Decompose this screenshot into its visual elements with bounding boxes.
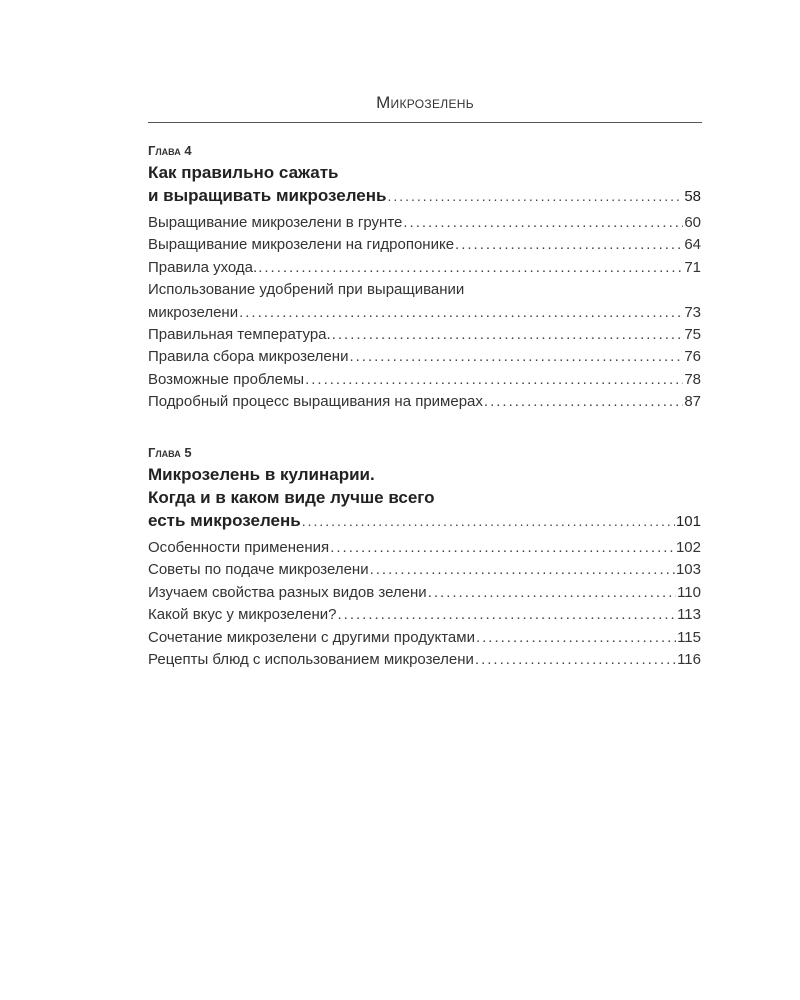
entry-title: Советы по подаче микрозелени [148,561,369,579]
chapter-label: Глава 5 [148,445,192,460]
toc-entries [148,212,701,414]
dot-leader [258,257,683,279]
dot-leader [403,212,683,234]
chapter-title-line: Микрозелень в кулинарии. [148,465,375,484]
dot-leader [387,185,683,208]
page-number: 102 [675,539,701,556]
toc-entry[interactable] [148,537,701,559]
chapter-5 [148,443,701,671]
dot-leader [428,582,676,604]
dot-leader [330,537,675,559]
dot-leader [476,627,676,649]
toc-entry[interactable] [148,649,701,671]
page-number: 73 [684,303,701,321]
page-number: 113 [677,606,701,624]
toc-entries [148,537,701,671]
toc-entry[interactable] [148,369,701,391]
toc-entry[interactable] [148,604,701,626]
dot-leader [239,302,683,324]
chapter-title-line: есть микрозелень [148,511,301,530]
page-number: 116 [677,651,701,669]
page-number: 115 [677,628,701,646]
header-rule [148,122,702,123]
dot-leader [475,649,676,671]
toc-entry[interactable] [148,212,701,234]
toc-entry[interactable] [148,324,701,346]
toc-entry[interactable] [148,627,701,649]
entry-title: Правила сбора микрозелени [148,348,349,366]
entry-title: Рецепты блюд с использованием микрозелени [148,651,474,669]
page-number: 64 [684,236,701,254]
dot-leader [305,369,683,391]
dot-leader [455,234,683,256]
page-number: 60 [684,214,701,231]
chapter-title-line: Когда и в каком виде лучше всего [148,488,435,507]
toc-entry[interactable] [148,391,701,413]
dot-leader [302,510,675,533]
page-number: 110 [677,583,701,601]
toc-entry[interactable] [148,279,701,324]
page-number: 76 [684,348,701,366]
entry-title: Выращивание микрозелени на гидропонике [148,236,455,254]
page-number: 58 [684,188,701,205]
chapter-4 [148,141,701,414]
page-number: 103 [675,561,701,579]
running-head: Микрозелень [376,93,474,112]
dot-leader [370,559,675,581]
entry-title: Какой вкус у микрозелени? [148,606,337,624]
toc-entry[interactable] [148,346,701,368]
entry-title: Особенности применения [148,539,330,556]
entry-title: Подробный процесс выращивания на примерах [148,393,483,411]
page-number: 78 [684,370,701,388]
chapter-title[interactable] [148,161,701,208]
entry-title-continued: микрозелени [148,303,239,321]
page-number: 75 [684,326,701,344]
dot-leader [349,346,683,368]
entry-title: Изучаем свойства разных видов зелени [148,583,427,601]
chapter-label: Глава 4 [148,143,192,158]
entry-title: Выращивание микрозелени в грунте [148,214,403,231]
entry-title: Правильная температура. [148,326,331,344]
entry-title: Сочетание микрозелени с другими продуктами [148,628,475,646]
toc-entry[interactable] [148,257,701,279]
toc-entry[interactable] [148,234,701,256]
toc-entry[interactable] [148,559,701,581]
chapter-title[interactable] [148,463,701,533]
toc-entry[interactable] [148,582,701,604]
dot-leader [332,324,684,346]
page-number: 71 [684,258,701,276]
entry-title: Возможные проблемы [148,370,305,388]
entry-title: Правила ухода. [148,258,258,276]
entry-title: Использование удобрений при выращивании [148,281,465,299]
chapter-title-line: Как правильно сажать [148,163,339,182]
page-number: 101 [675,513,701,530]
dot-leader [484,391,683,413]
dot-leader [338,604,677,626]
page-number: 87 [684,393,701,411]
chapter-title-line: и выращивать микрозелень [148,186,387,205]
